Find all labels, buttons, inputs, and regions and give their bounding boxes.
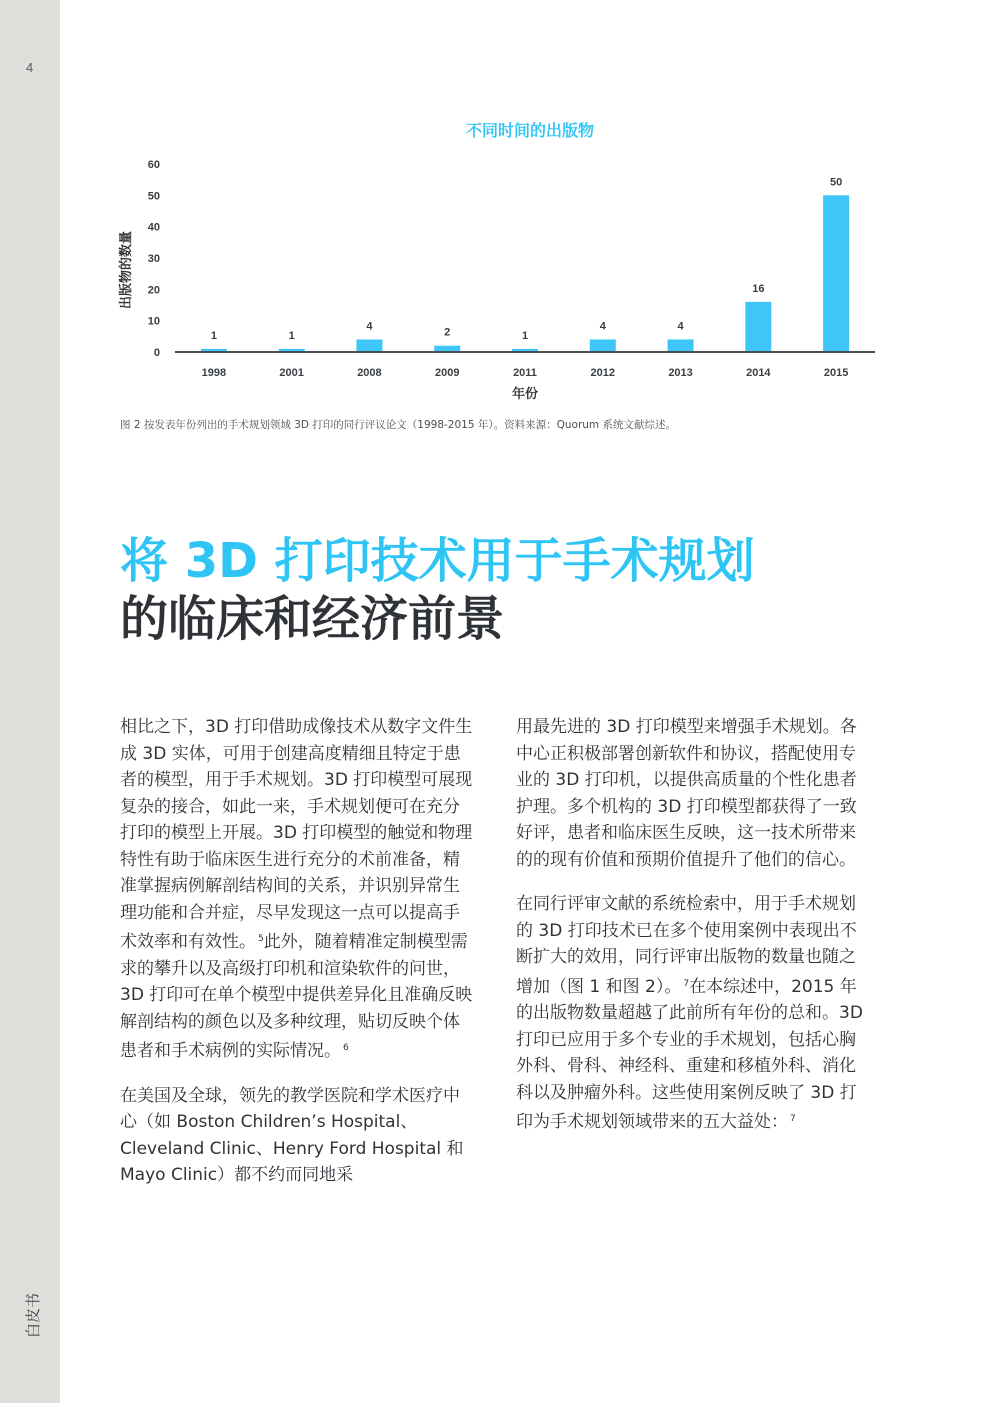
y-tick-label: 40 <box>147 221 160 234</box>
sidebar <box>0 0 60 1403</box>
x-tick-label: 2013 <box>668 367 693 379</box>
paragraph <box>120 714 474 1065</box>
data-label-2014: 16 <box>752 282 765 295</box>
data-label-2001: 1 <box>288 329 295 342</box>
bar-2012 <box>590 339 616 352</box>
bar-2015 <box>823 195 849 352</box>
x-tick-label: 2001 <box>279 367 304 379</box>
bar-2014 <box>745 302 771 352</box>
paragraph: 在美国及全球，领先的教学医院和学术医疗中心（如 Boston Children’s Hospital、Cleveland Clinic、Henry Ford Hospital 和 Mayo Clinic）都不约而同地采 <box>120 1085 464 1185</box>
footnote-ref: 7 <box>790 1114 796 1124</box>
paragraph-text: 相比之下，3D 打印借助成像技术从数字文件生成 3D 实体，可用于创建高度精细且特定于患者的模型，用于手术规划。3D 打印模型可展现复杂的接合，如此一来，手术规划便可在充分打印的模型上开展。3D 打印模型的触觉和物理特性有助于临床医生进行充分的术前准备，精准掌握病例解剖结构间的关系，并识别异常生理功能和合并症，尽早发现这一点可以提高手术效率和有效性。 <box>120 717 473 952</box>
heading-line-2: 的临床和经济前景 <box>120 591 505 647</box>
bar-2008 <box>356 339 382 352</box>
paragraph-text: 此外，随着精准定制模型需求的攀升以及高级打印机和渲染软件的问世，3D 打印可在单个模型中提供差异化且准确反映解剖结构的颜色以及多种纹理，贴切反映个体患者和手术病例的实际情况。 <box>120 932 473 1061</box>
x-tick-label: 2012 <box>590 367 616 379</box>
y-tick-label: 50 <box>147 190 160 203</box>
footnote-ref: 5 <box>258 934 264 944</box>
paragraph-text: 在同行评审文献的系统检索中，用于手术规划的 3D 打印技术已在多个使用案例中表现出不断扩大的效用，同行评审出版物的数量也随之增加（图 1 和图 2）。 <box>516 894 857 997</box>
paragraph <box>516 891 870 1136</box>
footnote-ref: 6 <box>343 1043 349 1053</box>
x-tick-label: 2011 <box>513 367 537 379</box>
paragraph-text: 在本综述中，2015 年的出版物数量超越了此前所有年份的总和。3D 打印已应用于多个专业的手术规划，包括心胸外科、骨科、神经科、重建和移植外科、消化科以及肿瘤外科。这些使用案例反映了 3D 打印为手术规划领域带来的五大益处： <box>516 976 863 1132</box>
y-tick-label: 30 <box>147 253 160 265</box>
chart-title: 不同时间的出版物 <box>465 121 594 140</box>
heading-line-1: 将 3D 打印技术用于手术规划 <box>120 533 755 589</box>
data-label-2013: 4 <box>677 320 684 333</box>
publications-bar-chart <box>100 150 900 410</box>
y-tick-label: 60 <box>147 159 160 171</box>
x-tick-label: 2015 <box>823 367 849 379</box>
x-tick-label: 2008 <box>357 367 382 379</box>
y-tick-label: 0 <box>153 347 160 359</box>
data-label-2011: 1 <box>521 329 529 342</box>
y-tick-label: 20 <box>147 284 160 297</box>
footnote-ref: 7 <box>683 978 690 989</box>
body-column-left <box>120 714 474 1207</box>
document-type-label: 白皮书 <box>24 1292 42 1338</box>
y-axis-title: 出版物的数量 <box>119 230 134 310</box>
x-tick-label: 1998 <box>201 367 227 379</box>
paragraph: 用最先进的 3D 打印模型来增强手术规划。各中心正积极部署创新软件和协议，搭配使用专业的 3D 打印机，以提供高质量的个性化患者护理。多个机构的 3D 打印模型都获得了一致好评，患者和临床医生反映，这一技术所带来的的现有价值和预期价值提升了他们的信心。 <box>516 717 857 870</box>
x-axis-title: 年份 <box>511 387 539 402</box>
data-label-2015: 50 <box>829 176 843 189</box>
data-label-2009: 2 <box>444 326 451 339</box>
section-heading <box>120 532 755 648</box>
body-column-right <box>516 714 870 1154</box>
x-tick-label: 2009 <box>434 367 460 379</box>
data-label-2008: 4 <box>366 320 373 333</box>
x-tick-label: 2014 <box>746 367 771 379</box>
y-tick-label: 10 <box>147 315 160 328</box>
page-number: 4 <box>26 60 34 75</box>
data-label-2012: 4 <box>599 320 606 333</box>
figure-caption: 图 2 按发表年份列出的手术规划领域 3D 打印的同行评议论文（1998-2015 年）。资料来源：Quorum 系统文献综述。 <box>120 419 676 431</box>
data-label-1998: 1 <box>210 329 217 342</box>
bar-2013 <box>668 339 694 352</box>
